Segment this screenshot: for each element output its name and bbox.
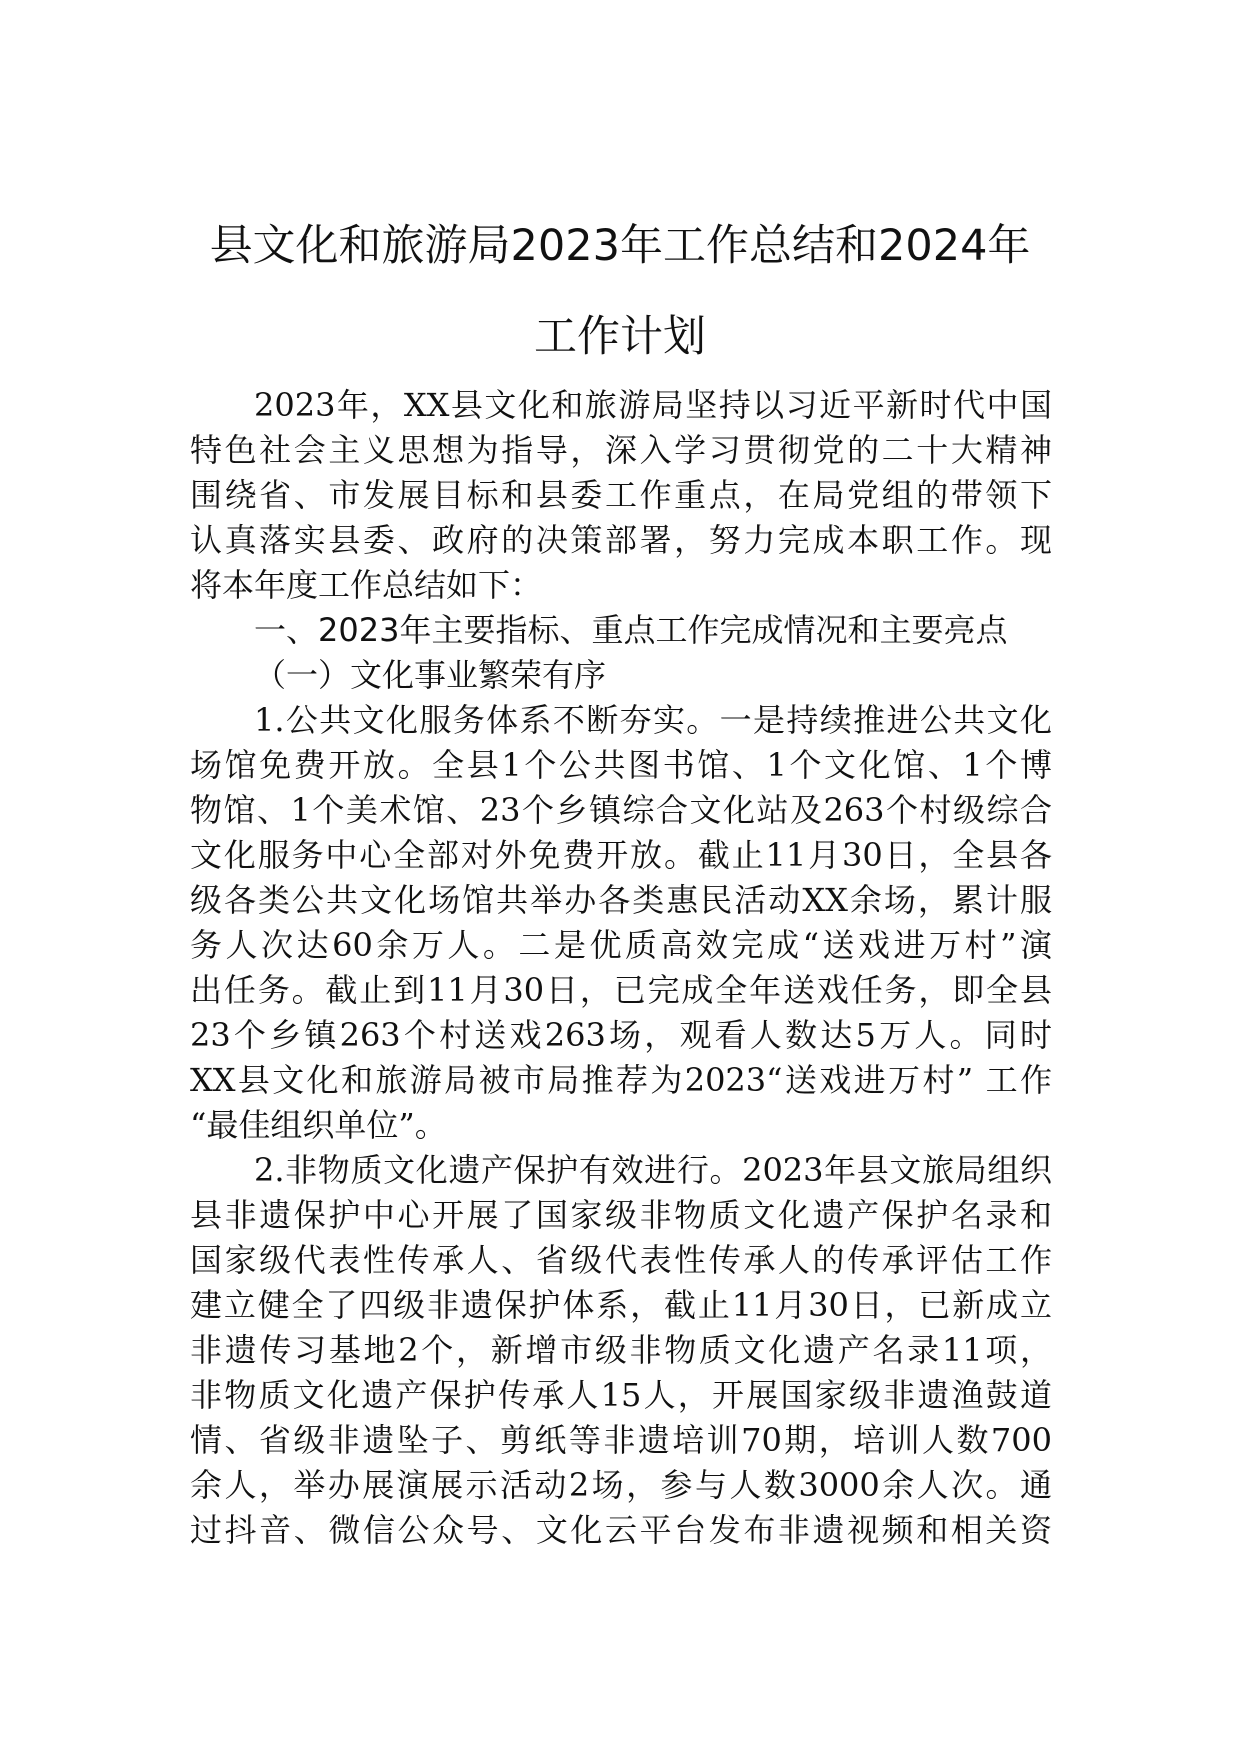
body-line: 1.公共文化服务体系不断夯实。一是持续推进公共文化 <box>254 701 1052 739</box>
body-line: 物馆、1个美术馆、23个乡镇综合文化站及263个村级综合 <box>190 791 1052 829</box>
body-line: 2.非物质文化遗产保护有效进行。2023年县文旅局组织 <box>254 1151 1052 1189</box>
body-line: 特色社会主义思想为指导，深入学习贯彻党的二十大精神 <box>190 431 1052 469</box>
body-line: 场馆免费开放。全县1个公共图书馆、1个文化馆、1个博 <box>190 746 1052 784</box>
subsection-heading: （一）文化事业繁荣有序 <box>254 656 607 694</box>
body-line: 建立健全了四级非遗保护体系，截止11月30日，已新成立 <box>190 1286 1052 1324</box>
body-line: 2023年，XX县文化和旅游局坚持以习近平新时代中国 <box>254 386 1052 424</box>
body-line: XX县文化和旅游局被市局推荐为2023“送戏进万村” 工作 <box>190 1061 1052 1099</box>
body-line: 过抖音、微信公众号、文化云平台发布非遗视频和相关资 <box>190 1511 1052 1549</box>
body-line: 余人，举办展演展示活动2场，参与人数3000余人次。通 <box>190 1466 1052 1504</box>
body-line: “最佳组织单位”。 <box>190 1106 447 1144</box>
body-line: 出任务。截止到11月30日，已完成全年送戏任务，即全县 <box>190 971 1052 1009</box>
body-line: 级各类公共文化场馆共举办各类惠民活动XX余场，累计服 <box>190 881 1052 919</box>
document-title-line-2: 工作计划 <box>534 312 706 362</box>
body-line: 围绕省、市发展目标和县委工作重点，在局党组的带领下 <box>190 476 1052 514</box>
section-heading: 一、2023年主要指标、重点工作完成情况和主要亮点 <box>254 611 1008 649</box>
body-line: 务人次达60余万人。二是优质高效完成“送戏进万村”演 <box>190 926 1052 964</box>
body-line: 情、省级非遗坠子、剪纸等非遗培训70期，培训人数700 <box>190 1421 1052 1459</box>
document-title-line-1: 县文化和旅游局2023年工作总结和2024年 <box>209 221 1031 271</box>
body-line: 国家级代表性传承人、省级代表性传承人的传承评估工作 <box>190 1241 1052 1279</box>
body-line: 将本年度工作总结如下： <box>190 566 543 604</box>
body-line: 非遗传习基地2个，新增市级非物质文化遗产名录11项， <box>190 1331 1052 1369</box>
body-line: 县非遗保护中心开展了国家级非物质文化遗产保护名录和 <box>190 1196 1052 1234</box>
body-line: 认真落实县委、政府的决策部署，努力完成本职工作。现 <box>190 521 1052 559</box>
body-line: 非物质文化遗产保护传承人15人，开展国家级非遗渔鼓道 <box>190 1376 1052 1414</box>
body-line: 23个乡镇263个村送戏263场，观看人数达5万人。同时 <box>190 1016 1052 1054</box>
body-line: 文化服务中心全部对外免费开放。截止11月30日，全县各 <box>190 836 1052 874</box>
